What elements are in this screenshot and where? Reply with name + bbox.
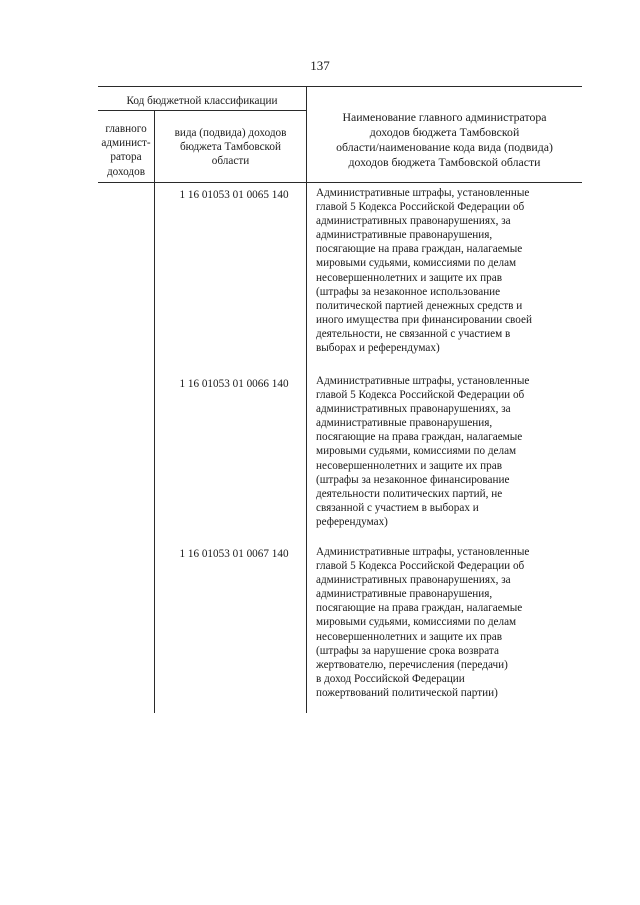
header-col-name-line: Наименование главного администратора: [342, 110, 547, 124]
desc-line: несовершеннолетних и защите их прав: [316, 459, 502, 472]
header-col-admin-line: главного: [105, 123, 147, 135]
desc-line: несовершеннолетних и защите их прав: [316, 630, 502, 643]
desc-line: пожертвований политической партии): [316, 686, 498, 699]
desc-line: административные правонарушения,: [316, 588, 493, 601]
desc-line: политической партией денежных средств и: [316, 299, 523, 312]
row-code: 1 16 01053 01 0065 140: [179, 189, 289, 201]
table-top-border: [98, 86, 582, 87]
desc-line: в доход Российской Федерации: [316, 672, 465, 685]
desc-line: посягающие на права граждан, налагаемые: [316, 602, 523, 615]
header-col-code-line: области: [211, 155, 250, 168]
page-number: 137: [310, 58, 330, 73]
desc-line: деятельности, не связанной с участием в: [316, 327, 511, 340]
desc-line: мировыми судьями, комиссиями по делам: [316, 257, 517, 270]
desc-line: административные правонарушения,: [316, 229, 493, 242]
header-col-admin-line: админист-: [101, 137, 151, 150]
desc-line: (штрафы за нарушение срока возврата: [316, 644, 499, 657]
desc-line: несовершеннолетних и защите их прав: [316, 271, 502, 284]
header-group-divider: [98, 110, 306, 111]
desc-line: главой 5 Кодекса Российской Федерации об: [316, 560, 525, 573]
row-description: [316, 374, 588, 529]
desc-line: референдумах): [316, 515, 388, 528]
header-col-name-line: области/наименование кода вида (подвида): [336, 140, 553, 154]
desc-line: Административные штрафы, установленные: [316, 187, 530, 199]
desc-line: мировыми судьями, комиссиями по делам: [316, 445, 517, 458]
col1-divider: [154, 110, 155, 713]
header-col-code-line: вида (подвида) доходов: [174, 127, 287, 139]
desc-line: иного имущества при финансировании своей: [316, 313, 532, 326]
header-col-name-line: доходов бюджета Тамбовской области: [348, 155, 541, 169]
header-group-title: Код бюджетной классификации: [126, 95, 278, 107]
row-code: 1 16 01053 01 0067 140: [179, 548, 289, 560]
row-description: [316, 545, 588, 700]
desc-line: посягающие на права граждан, налагаемые: [316, 243, 523, 256]
desc-line: главой 5 Кодекса Российской Федерации об: [316, 201, 525, 214]
col2-divider: [306, 86, 307, 713]
desc-line: посягающие на права граждан, налагаемые: [316, 431, 523, 444]
desc-line: связанной с участием в выборах и: [316, 501, 479, 514]
desc-line: деятельности политических партий, не: [316, 487, 503, 500]
desc-line: Административные штрафы, установленные: [316, 546, 530, 558]
header-col-name-line: доходов бюджета Тамбовской: [369, 125, 520, 139]
desc-line: административных правонарушениях, за: [316, 403, 511, 416]
header-col-name: [307, 110, 582, 170]
header-col-admin-line: ратора: [110, 151, 142, 164]
desc-line: Административные штрафы, установленные: [316, 375, 530, 387]
desc-line: жертвователю, перечисления (передачи): [316, 658, 508, 671]
desc-line: (штрафы за незаконное финансирование: [316, 473, 510, 486]
desc-line: (штрафы за незаконное использование: [316, 285, 501, 298]
desc-line: выборах и референдумах): [316, 342, 440, 355]
header-bottom-border: [98, 182, 582, 183]
header-col-code-line: бюджета Тамбовской: [179, 141, 282, 154]
header-col-admin: [98, 122, 154, 179]
desc-line: административных правонарушениях, за: [316, 574, 511, 587]
row-description: [316, 186, 588, 355]
desc-line: административных правонарушениях, за: [316, 215, 511, 228]
row-code: 1 16 01053 01 0066 140: [179, 378, 289, 390]
header-col-admin-line: доходов: [106, 165, 145, 178]
header-col-code: [155, 126, 306, 169]
desc-line: административные правонарушения,: [316, 417, 493, 430]
desc-line: мировыми судьями, комиссиями по делам: [316, 616, 517, 629]
desc-line: главой 5 Кодекса Российской Федерации об: [316, 389, 525, 402]
